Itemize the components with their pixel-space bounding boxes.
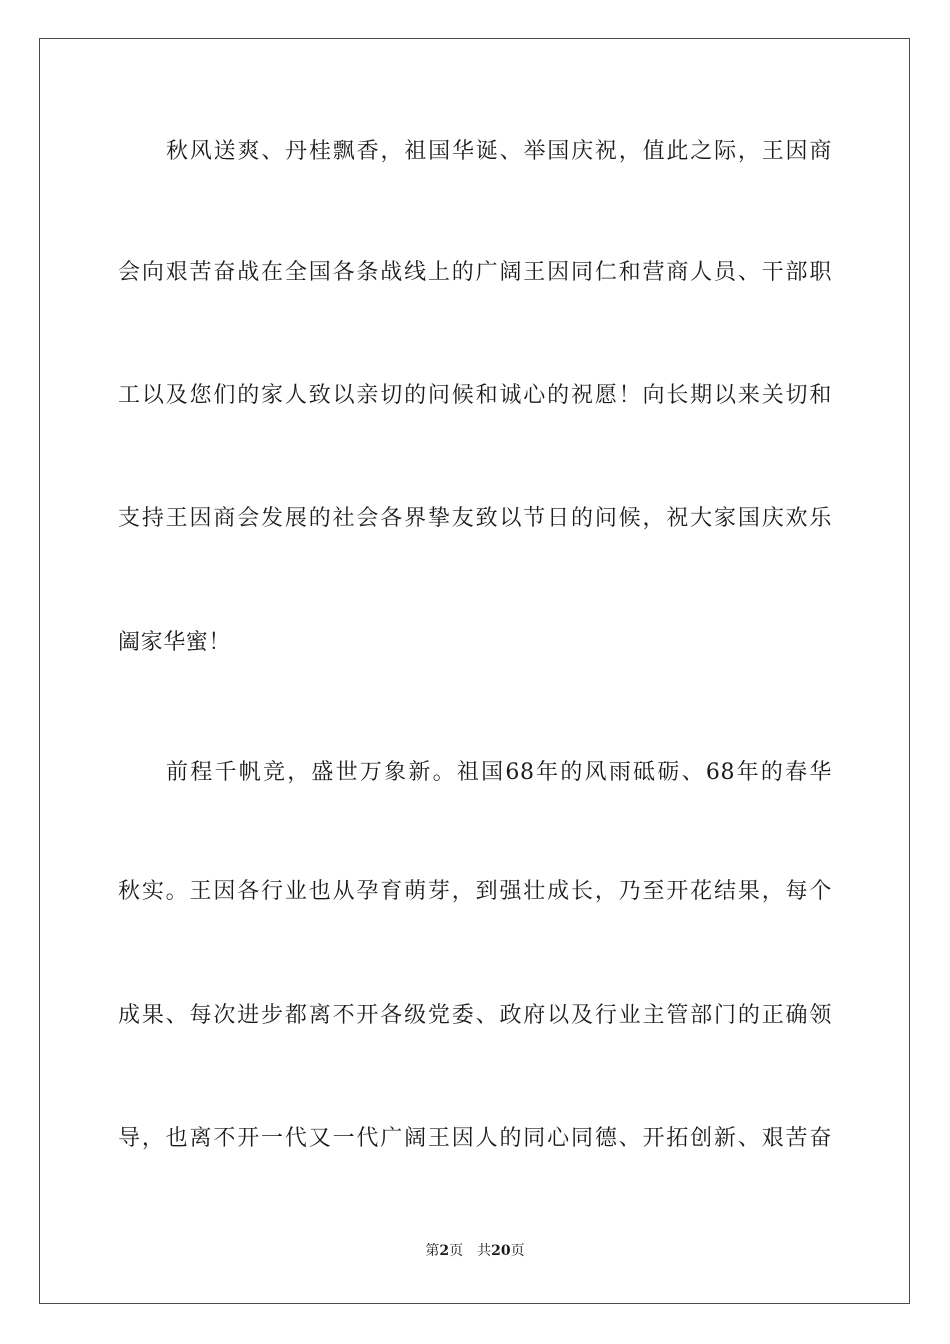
paragraph-line: 秋风送爽、丹桂飘香，祖国华诞、举国庆祝，值此之际，王因商	[166, 139, 832, 164]
page-suffix: 页	[449, 1243, 464, 1259]
paragraph-line: 秋实。王因各行业也从孕育萌芽，到强壮成长，乃至开花结果，每个	[118, 879, 832, 904]
page-prefix: 第	[425, 1243, 440, 1259]
page-footer	[0, 1241, 950, 1261]
total-suffix: 页	[510, 1243, 525, 1259]
paragraph-line: 会向艰苦奋战在全国各条战线上的广阔王因同仁和营商人员、干部职	[118, 260, 832, 285]
paragraph-line: 前程千帆竞，盛世万象新。祖国68年的风雨砥砺、68年的春华	[166, 760, 832, 785]
paragraph-line: 导，也离不开一代又一代广阔王因人的同心同德、开拓创新、艰苦奋	[118, 1126, 832, 1151]
total-pages: 20	[491, 1243, 511, 1259]
total-prefix: 共	[477, 1243, 492, 1259]
page-border	[39, 38, 910, 1304]
paragraph-line: 支持王因商会发展的社会各界挚友致以节日的问候，祝大家国庆欢乐	[118, 506, 832, 531]
paragraph-line: 阖家华蜜！	[118, 630, 232, 655]
paragraph-line: 工以及您们的家人致以亲切的问候和诚心的祝愿！向长期以来关切和	[118, 383, 832, 408]
paragraph-line: 成果、每次进步都离不开各级党委、政府以及行业主管部门的正确领	[118, 1003, 832, 1028]
page-number: 2	[439, 1243, 450, 1259]
